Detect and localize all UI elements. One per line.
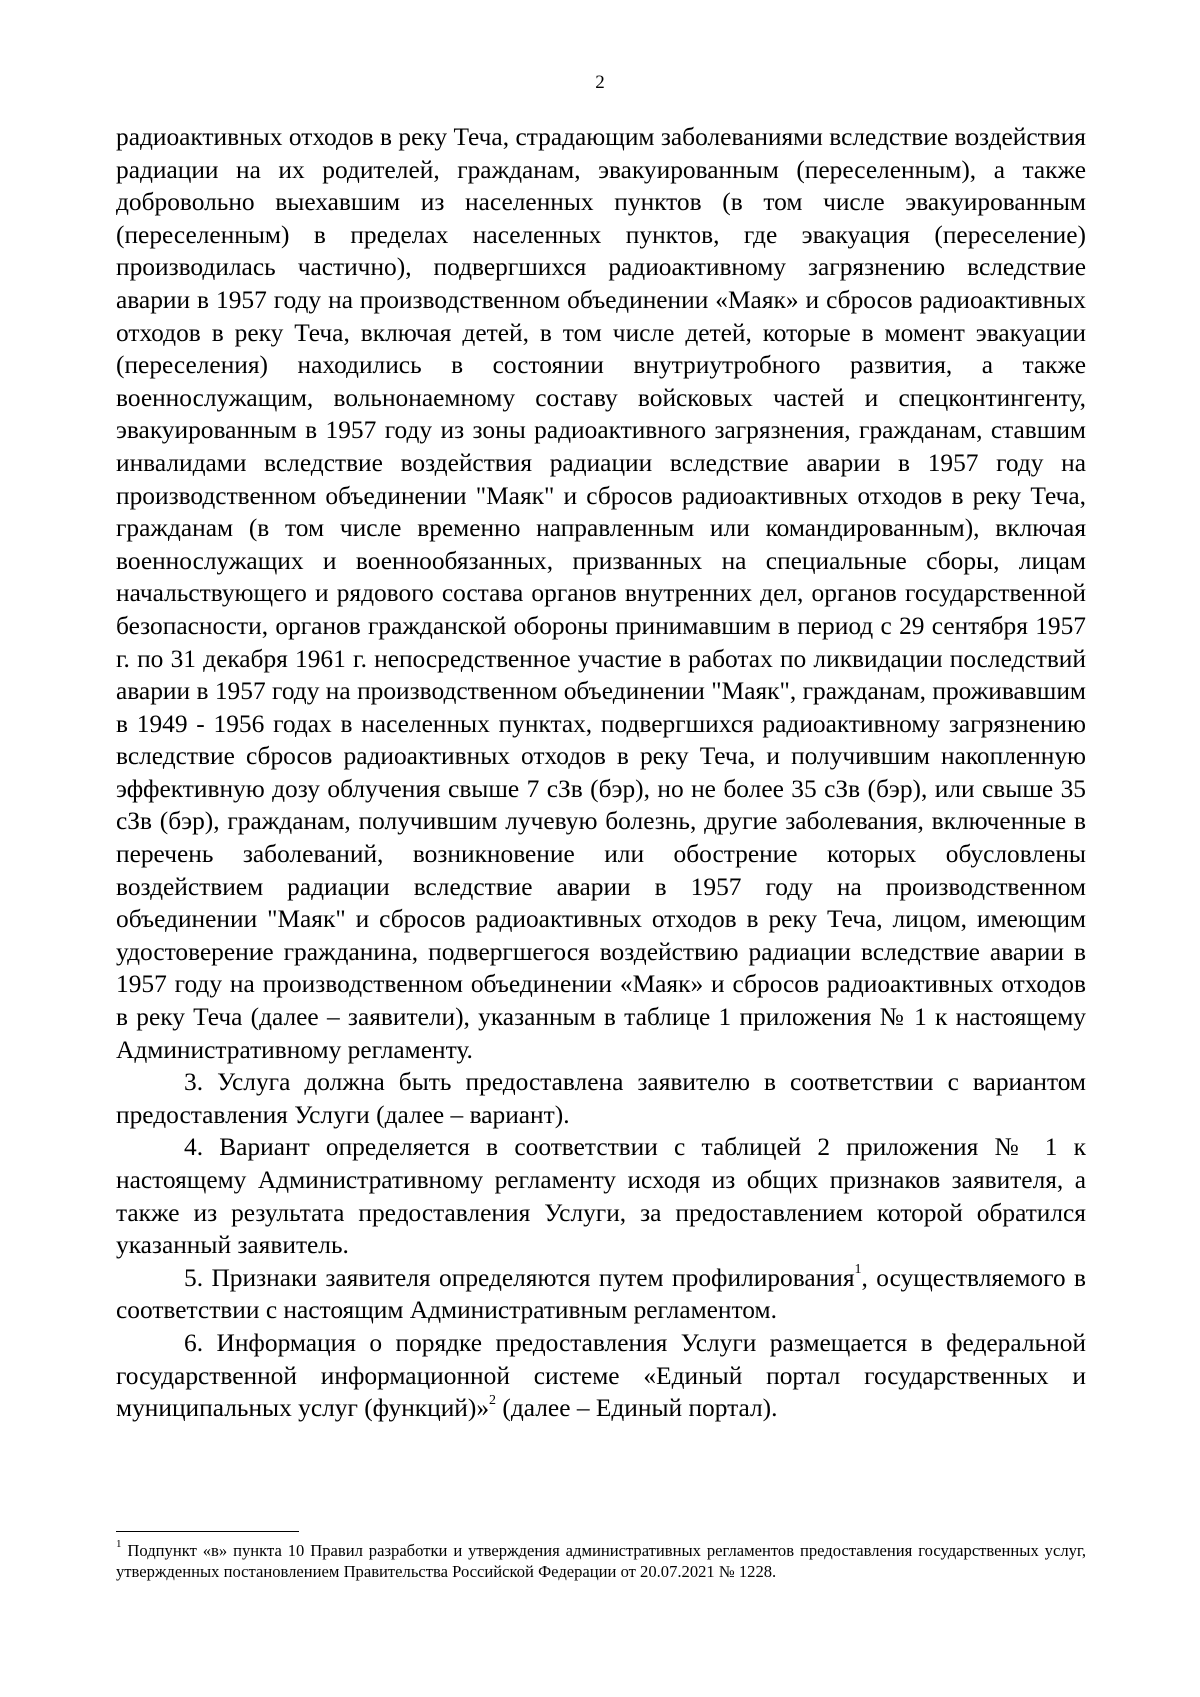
footnote-mark-1: 1 xyxy=(116,1538,122,1551)
footnote-ref-2[interactable]: 2 xyxy=(489,1392,497,1408)
page-number: 2 xyxy=(595,72,605,93)
footnote-1-text: Подпункт «в» пункта 10 Правил разработки и утверждения административных регламентов предоставления государственных услуг, утвержденных постановлением Правительства Российской Федерации от 20.07.2021 № 1228. xyxy=(116,1541,1086,1581)
paragraph-item-6-text-end: (далее – Единый портал). xyxy=(496,1394,778,1423)
footnotes xyxy=(116,1540,1086,1582)
paragraph-item-4: 4. Вариант определяется в соответствии с таблицей 2 приложения № 1 к настоящему Административному регламенту исходя из общих признаков заявителя, а также из результата предоставления Услуги, за предоставлением которой обратился указанный заявитель. xyxy=(116,1133,1086,1260)
paragraph-item-3: 3. Услуга должна быть предоставлена заявителю в соответствии с вариантом предоставления Услуги (далее – вариант). xyxy=(116,1068,1086,1129)
paragraph-item-5 xyxy=(116,1262,1086,1327)
paragraph-item-5-text: 5. Признаки заявителя определяются путем профилирования xyxy=(184,1263,855,1292)
footnote-ref-1[interactable]: 1 xyxy=(854,1262,862,1278)
footnote-1 xyxy=(116,1540,1086,1582)
paragraph-continuation: радиоактивных отходов в реку Теча, страдающим заболеваниями вследствие воздействия радиации на их родителей, гражданам, эвакуированным (переселенным), а также добровольно выехавшим из населенных пунктов (в том числе эвакуированным (переселенным) в пределах населенных пунктов, где эвакуация (переселение) производилась частично), подвергшихся радиоактивному загрязнению вследствие аварии в 1957 году на производственном объединении «Маяк» и сбросов радиоактивных отходов в реку Теча, включая детей, в том числе детей, которые в момент эвакуации (переселения) находились в состоянии внутриутробного развития, а также военнослужащим, вольнонаемному составу войсковых частей и спецконтингенту, эвакуированным в 1957 году из зоны радиоактивного загрязнения, гражданам, ставшим инвалидами вследствие воздействия радиации вследствие аварии в 1957 году на производственном объединении "Маяк" и сбросов радиоактивных отходов в реку Теча, гражданам (в том числе временно направленным или командированным), включая военнослужащих и военнообязанных, призванных на специальные сборы, лицам начальствующего и рядового состава органов внутренних дел, органов государственной безопасности, органов гражданской обороны принимавшим в период с 29 сентября 1957 г. по 31 декабря 1961 г. непосредственное участие в работах по ликвидации последствий аварии в 1957 году на производственном объединении "Маяк", гражданам, проживавшим в 1949 - 1956 годах в населенных пунктах, подвергшихся радиоактивному загрязнению вследствие сбросов радиоактивных отходов в реку Теча, и получившим накопленную эффективную дозу облучения свыше 7 сЗв (бэр), но не более 35 сЗв (бэр), или свыше 35 сЗв (бэр), гражданам, получившим лучевую болезнь, другие заболевания, включенные в перечень заболеваний, возникновение или обострение которых обусловлены воздействием радиации вследствие аварии в 1957 году на производственном объединении "Маяк" и сбросов радиоактивных отходов в реку Теча, лицом, имеющим удостоверение гражданина, подвергшегося воздействию радиации вследствие аварии в 1957 году на производственном объединении «Маяк» и сбросов радиоактивных отходов в реку Теча (далее – заявители), указанным в таблице 1 приложения № 1 к настоящему Административному регламенту. xyxy=(116,123,1086,1064)
paragraph-item-6-text: 6. Информация о порядке предоставления Услуги размещается в федеральной государственной информационной системе «Единый портал государственных и муниципальных услуг (функций)» xyxy=(116,1328,1086,1423)
footnote-divider xyxy=(116,1531,299,1532)
paragraph-item-6 xyxy=(116,1327,1086,1425)
document-body xyxy=(116,121,1086,1425)
paragraph-item-5-text-end: , осуществляемого в соответствии с настоящим Административным регламентом. xyxy=(116,1263,1086,1325)
